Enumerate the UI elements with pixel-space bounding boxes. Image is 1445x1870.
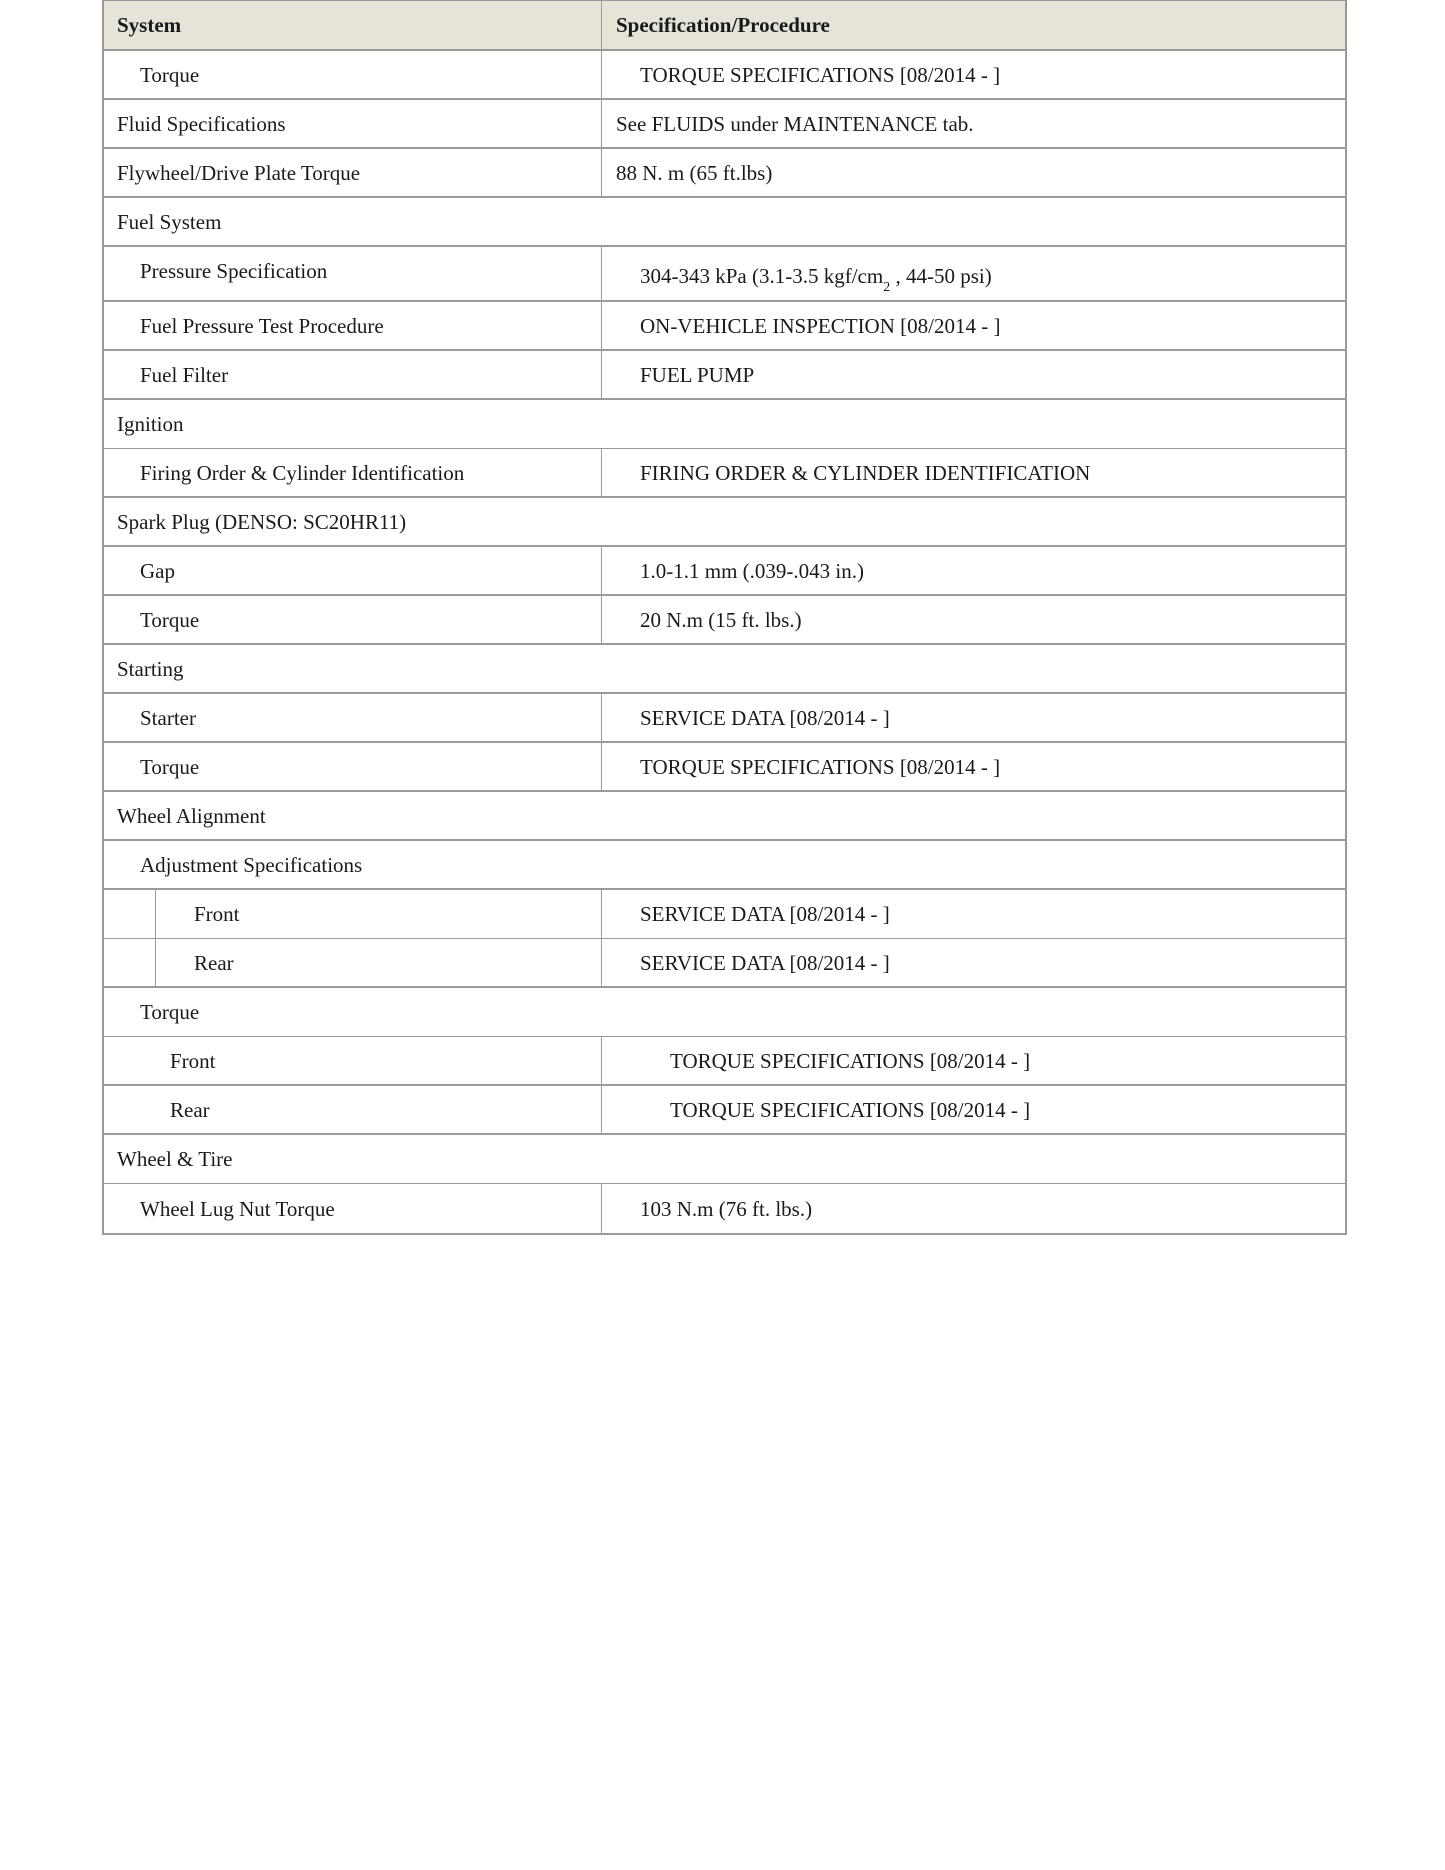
row-value-link[interactable]: SERVICE DATA [08/2014 - ]	[640, 950, 890, 975]
table-row	[104, 247, 1345, 302]
header-specification-procedure: Specification/Procedure	[616, 13, 830, 37]
row-label: Front	[156, 890, 602, 938]
section-label: Spark Plug (DENSO: SC20HR11)	[117, 509, 407, 534]
section-row-ignition	[104, 400, 1345, 449]
table-row	[104, 1037, 1345, 1086]
table-row	[104, 149, 1345, 198]
section-row-fuel-system	[104, 198, 1345, 247]
row-label: Fuel Pressure Test Procedure	[104, 302, 602, 349]
row-label: Front	[104, 1037, 602, 1084]
indent-cell	[104, 939, 156, 986]
section-row-spark-plug	[104, 498, 1345, 547]
table-row	[104, 743, 1345, 792]
row-value-link[interactable]: SERVICE DATA [08/2014 - ]	[640, 902, 890, 926]
subsection-label: Adjustment Specifications	[140, 852, 363, 877]
row-label: Starter	[104, 694, 602, 741]
table-row	[104, 351, 1345, 400]
row-label: Torque	[104, 596, 602, 643]
row-label: Torque	[104, 743, 602, 790]
row-value: 103 N.m (76 ft. lbs.)	[640, 1196, 813, 1221]
row-label: Fuel Filter	[104, 351, 602, 398]
row-label: Gap	[104, 547, 602, 594]
subsection-row-torque	[104, 988, 1345, 1037]
section-label: Starting	[117, 656, 184, 681]
row-label: Pressure Specification	[104, 247, 602, 300]
section-label: Ignition	[117, 412, 184, 436]
row-value: See FLUIDS under MAINTENANCE tab.	[616, 111, 974, 136]
row-value: 304-343 kPa (3.1-3.5 kgf/cm 2 , 44-50 psi)	[640, 264, 992, 295]
row-label: Torque	[104, 51, 602, 98]
table-row	[104, 302, 1345, 351]
header-system: System	[104, 1, 602, 49]
row-label: Fluid Specifications	[104, 100, 602, 147]
section-row-wheel-alignment	[104, 792, 1345, 841]
section-label: Wheel Alignment	[117, 803, 266, 828]
subsection-row-adjustment-specifications	[104, 841, 1345, 890]
table-row	[104, 596, 1345, 645]
row-value-link[interactable]: TORQUE SPECIFICATIONS [08/2014 - ]	[640, 62, 1001, 87]
pressure-value-text: 304-343 kPa (3.1-3.5 kgf/cm	[640, 264, 884, 288]
table-row	[104, 890, 1345, 939]
row-value: 20 N.m (15 ft. lbs.)	[640, 607, 802, 632]
row-value-link[interactable]: FIRING ORDER & CYLINDER IDENTIFICATION	[640, 460, 1091, 485]
section-label: Wheel & Tire	[117, 1147, 233, 1171]
specifications-table	[102, 0, 1347, 1235]
row-label: Rear	[156, 939, 602, 986]
row-value-link[interactable]: SERVICE DATA [08/2014 - ]	[640, 705, 890, 730]
table-row	[104, 449, 1345, 498]
row-label: Firing Order & Cylinder Identification	[104, 449, 602, 496]
section-label: Fuel System	[117, 209, 222, 234]
subsection-label: Torque	[140, 1000, 200, 1024]
row-value-link[interactable]: TORQUE SPECIFICATIONS [08/2014 - ]	[640, 754, 1001, 779]
indent-cell	[104, 890, 156, 938]
row-label: Rear	[104, 1086, 602, 1133]
section-row-wheel-tire	[104, 1135, 1345, 1184]
section-row-starting	[104, 645, 1345, 694]
pressure-value-text-end: , 44-50 psi)	[890, 264, 992, 288]
table-header-row	[104, 1, 1345, 51]
row-label: Wheel Lug Nut Torque	[104, 1184, 602, 1233]
table-row	[104, 939, 1345, 988]
table-row	[104, 1086, 1345, 1135]
table-row	[104, 547, 1345, 596]
table-row	[104, 100, 1345, 149]
row-label: Flywheel/Drive Plate Torque	[104, 149, 602, 196]
row-value-link[interactable]: ON-VEHICLE INSPECTION [08/2014 - ]	[640, 313, 1001, 338]
row-value: 88 N. m (65 ft.lbs)	[616, 160, 773, 185]
table-row	[104, 694, 1345, 743]
row-value-link[interactable]: TORQUE SPECIFICATIONS [08/2014 - ]	[670, 1097, 1031, 1122]
row-value-link[interactable]: TORQUE SPECIFICATIONS [08/2014 - ]	[670, 1048, 1031, 1073]
table-row	[104, 51, 1345, 100]
table-row	[104, 1184, 1345, 1233]
row-value: 1.0-1.1 mm (.039-.043 in.)	[640, 558, 864, 583]
row-value-link[interactable]: FUEL PUMP	[640, 362, 755, 387]
